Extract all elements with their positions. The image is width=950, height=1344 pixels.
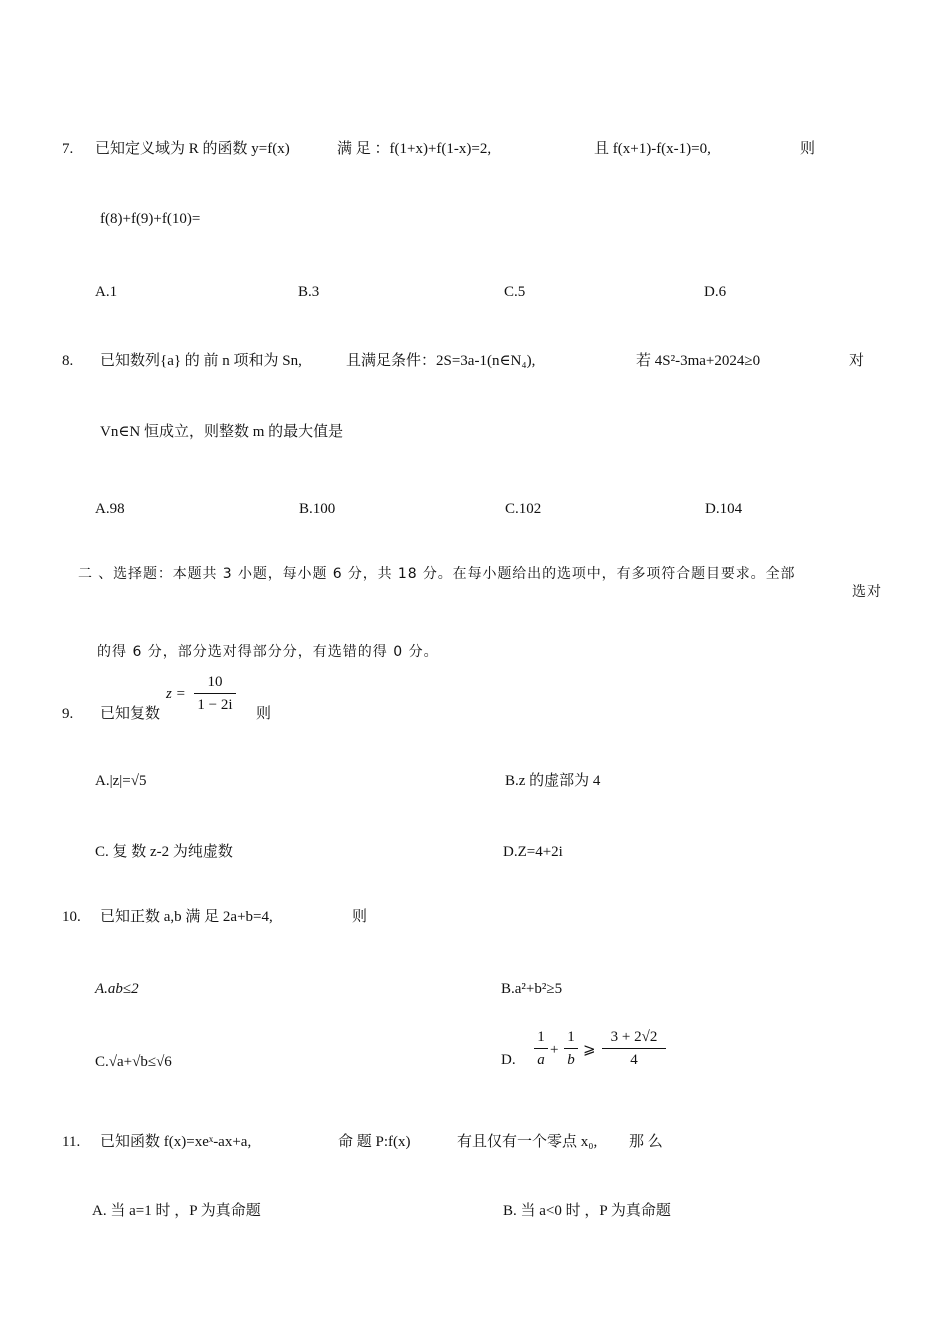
q10-d-f2-num: 1	[567, 1029, 575, 1045]
q10-number: 10.	[62, 909, 81, 925]
q11-option-a: A. 当 a=1 时 ，P 为真命题	[92, 1203, 261, 1219]
q7-option-b: B.3	[298, 284, 320, 300]
q7-stem-part2: 满 足 ：f(1+x)+f(1-x)=2,	[337, 141, 492, 157]
q9-z-label: z =	[166, 686, 186, 702]
q8-stem-part2: 且满足条件：2S=3a-1(n∈N₄),	[346, 353, 536, 369]
q10-option-a: A.ab≤2	[95, 981, 139, 997]
q8-stem-part3: 若 4S²-3ma+2024≥0	[636, 353, 761, 369]
q9-option-d: D.Z=4+2i	[503, 844, 563, 860]
q10-option-d-label: D.	[501, 1052, 516, 1068]
q8-number: 8.	[62, 353, 74, 369]
q10-d-fraction-3	[602, 1027, 666, 1070]
q7-option-a: A.1	[95, 284, 118, 300]
q9-fraction-bar	[194, 693, 236, 694]
q10-d-f3-num: 3 + 2√2	[610, 1029, 658, 1045]
q10-d-plus: +	[550, 1042, 559, 1058]
q10-d-fraction-1	[534, 1027, 548, 1070]
q10-d-f1-den: a	[537, 1052, 545, 1068]
q8-option-a: A.98	[95, 501, 125, 517]
q10-d-f1-bar	[534, 1048, 548, 1049]
q10-d-f3-bar	[602, 1048, 666, 1049]
q9-fraction	[194, 672, 236, 715]
q11-stem-part3: 有且仅有一个零点 x₀,	[457, 1134, 598, 1150]
q7-stem-part4: 则	[800, 141, 816, 157]
q7-option-c: C.5	[504, 284, 526, 300]
q11-stem-part1: 已知函数 f(x)=xeˣ-ax+a,	[100, 1134, 252, 1150]
section2-instructions-line2: 的得 6 分，部分选对得部分分，有选错的得 0 分。	[97, 644, 439, 660]
q8-option-c: C.102	[505, 501, 542, 517]
q11-stem-part2: 命 题 P:f(x)	[338, 1134, 411, 1150]
q7-stem-part3: 且 f(x+1)-f(x-1)=0,	[594, 141, 711, 157]
q8-option-b: B.100	[299, 501, 336, 517]
section2-instructions-line1-wrap: 选对	[852, 584, 882, 600]
q10-d-fraction-2	[564, 1027, 578, 1070]
q11-stem-part4: 那 么	[629, 1134, 663, 1150]
q10-option-c: C.√a+√b≤√6	[95, 1054, 172, 1070]
q9-fraction-denominator: 1 − 2i	[197, 697, 233, 713]
q10-d-f3-den: 4	[630, 1052, 638, 1068]
q7-stem-part1: 已知定义域为 R 的函数 y=f(x)	[95, 141, 290, 157]
q7-number: 7.	[62, 141, 74, 157]
q7-option-d: D.6	[704, 284, 727, 300]
q11-number: 11.	[62, 1134, 81, 1150]
q10-d-f1-num: 1	[537, 1029, 545, 1045]
q9-fraction-numerator: 10	[207, 674, 223, 690]
q8-option-d: D.104	[705, 501, 743, 517]
q11-option-b: B. 当 a<0 时 ，P 为真命题	[503, 1203, 671, 1219]
q9-option-c: C. 复 数 z-2 为纯虚数	[95, 844, 233, 860]
q9-option-b: B.z 的虚部为 4	[505, 773, 601, 789]
q8-stem-part1: 已知数列{a} 的 前 n 项和为 Sn,	[100, 353, 302, 369]
q10-option-b: B.a²+b²≥5	[501, 981, 563, 997]
q8-stem-line2: Vn∈N 恒成立，则整数 m 的最大值是	[100, 424, 344, 440]
q9-stem-tail: 则	[256, 706, 272, 722]
q9-number: 9.	[62, 706, 74, 722]
q8-stem-part4: 对	[849, 353, 865, 369]
q7-expression: f(8)+f(9)+f(10)=	[100, 211, 201, 227]
q10-stem: 已知正数 a,b 满 足 2a+b=4,	[100, 909, 273, 925]
section2-instructions-line1: 二 、选择题：本题共 3 小题，每小题 6 分，共 18 分。在每小题给出的选项中，有多项符合题目要求。全部	[78, 566, 796, 582]
q10-d-geq: ⩾	[583, 1042, 596, 1058]
q10-d-f2-den: b	[567, 1052, 575, 1068]
q10-d-f2-bar	[564, 1048, 578, 1049]
q10-stem-tail: 则	[352, 909, 368, 925]
q9-stem: 已知复数	[100, 706, 161, 722]
q9-option-a: A.|z|=√5	[95, 773, 147, 789]
